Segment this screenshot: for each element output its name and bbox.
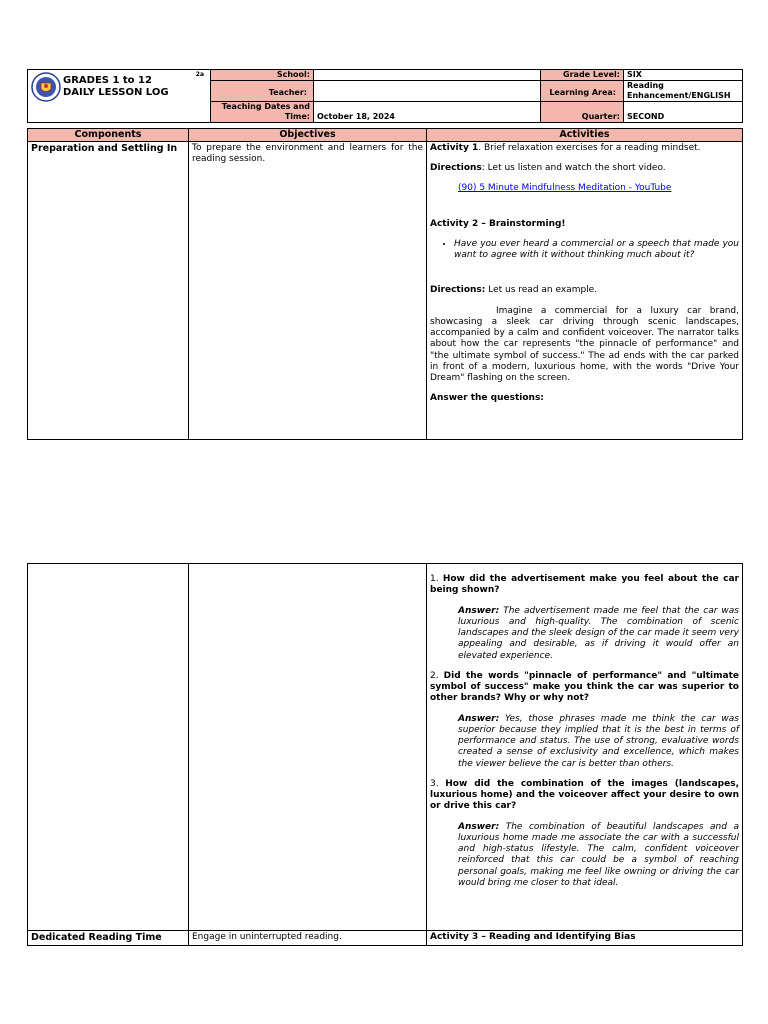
question-3: How did the combination of the images (landscapes, luxurious home) and the voiceover affect your desire to own or drive this car? — [430, 778, 740, 812]
activity-1-text: . Brief relaxation exercises for a reading mindset. — [478, 142, 701, 153]
school-label: School: — [211, 70, 314, 81]
header-table — [27, 69, 743, 123]
dates-value: October 18, 2024 — [314, 102, 541, 123]
school-value — [314, 70, 541, 81]
objective-reading-time: Engage in uninterrupted reading. — [189, 931, 427, 946]
grade-value: SIX — [624, 70, 743, 81]
activity-1-label: Activity 1 — [430, 142, 479, 153]
area-label: Learning Area: — [549, 88, 616, 97]
commercial-example: Imagine a commercial for a luxury car brand, showcasing a sleek car driving through scenic landscapes, accompanied by a calm and confident voiceover. The narrator talks about how the car represents "the pinnacle of performance" and "the ultimate symbol of success." The ad ends with the car parked in front of a modern, luxurious home, with the words "Drive Your Dream" flashing on the screen. — [430, 305, 739, 384]
activities-questions — [427, 564, 743, 931]
question-3-number: 3. — [430, 778, 446, 789]
area-value-cell — [624, 81, 743, 102]
area-value-line-1: Reading — [627, 81, 664, 90]
lesson-table-page-2 — [27, 563, 743, 946]
objective-continued — [189, 564, 427, 931]
component-reading-time: Dedicated Reading Time — [28, 931, 189, 946]
quarter-label: Quarter: — [541, 102, 624, 123]
directions-1-text: : Let us listen and watch the short video. — [481, 163, 666, 174]
activities-preparation — [427, 141, 743, 439]
answer-1-label: Answer: — [458, 605, 500, 616]
brainstorm-list — [430, 239, 739, 262]
activity-2-title: Activity 2 – Brainstorming! — [430, 218, 566, 229]
directions-2-label: Directions: — [430, 285, 486, 296]
activity-3-title: Activity 3 – Reading and Identifying Bias — [427, 931, 743, 946]
directions-2-text: Let us read an example. — [485, 285, 598, 296]
component-continued — [28, 564, 189, 931]
col-header-objectives: Objectives — [189, 129, 427, 142]
brainstorm-question: • Have you ever heard a commercial or a speech that made you want to agree with it without thinking much about it? — [454, 239, 739, 262]
quarter-value: SECOND — [624, 102, 743, 123]
question-1: How did the advertisement make you feel about the car being shown? — [430, 574, 740, 596]
directions-1-label: Directions — [430, 163, 482, 174]
answer-3-label: Answer: — [458, 821, 500, 832]
document-title — [63, 75, 169, 99]
area-value-line-2: Enhancement/ENGLISH — [627, 91, 731, 100]
corner-mark: 2a — [195, 71, 204, 78]
grade-label: Grade Level: — [541, 70, 624, 81]
dates-label-line-1: Teaching Dates and — [221, 102, 310, 111]
dates-label-line-2: Time: — [284, 112, 310, 121]
answer-1: The advertisement made me feel that the car was luxurious and high-quality. The combination of scenic landscapes and the sleek design of the car made it seem very appealing and desirable, as if driving it would offer an elevated experience. — [458, 605, 739, 661]
teacher-label: Teacher: — [268, 88, 307, 97]
answer-questions-heading: Answer the questions: — [430, 393, 544, 404]
answer-3: The combination of beautiful landscapes and a luxurious home made me associate the car with a successful and high-status lifestyle. The calm, confident voiceover reinforced that this car could be a symbol of reaching personal goals, making me feel like owning or driving the car would bring me closer to that ideal. — [458, 821, 739, 888]
question-2: Did the words "pinnacle of performance" and "ultimate symbol of success" make you think the car was superior to other brands? Why or why not? — [430, 670, 739, 704]
question-1-number: 1. — [430, 574, 443, 584]
component-preparation: Preparation and Settling In — [28, 141, 189, 439]
title-line-2: DAILY LESSON LOG — [63, 87, 169, 98]
answer-2-label: Answer: — [458, 713, 500, 724]
teacher-value-cell — [314, 81, 541, 102]
lesson-table-page-1 — [27, 128, 743, 440]
deped-seal-logo — [31, 72, 61, 102]
dates-label — [211, 102, 314, 123]
title-line-1: GRADES 1 to 12 — [63, 75, 152, 86]
col-header-components: Components — [28, 129, 189, 142]
col-header-activities: Activities — [427, 129, 743, 142]
answer-2: Yes, those phrases made me think the car was superior because they implied that it is the best in terms of performance and status. The use of strong, evaluative words created a sense of exclusivity and excellence, which makes the viewer believe the car is better than others. — [458, 713, 739, 769]
video-link[interactable]: (90) 5 Minute Mindfulness Meditation - YouTube — [458, 183, 672, 194]
question-2-number: 2. — [430, 670, 444, 681]
objective-preparation: To prepare the environment and learners for the reading session. — [189, 141, 427, 439]
title-cell — [28, 70, 211, 123]
